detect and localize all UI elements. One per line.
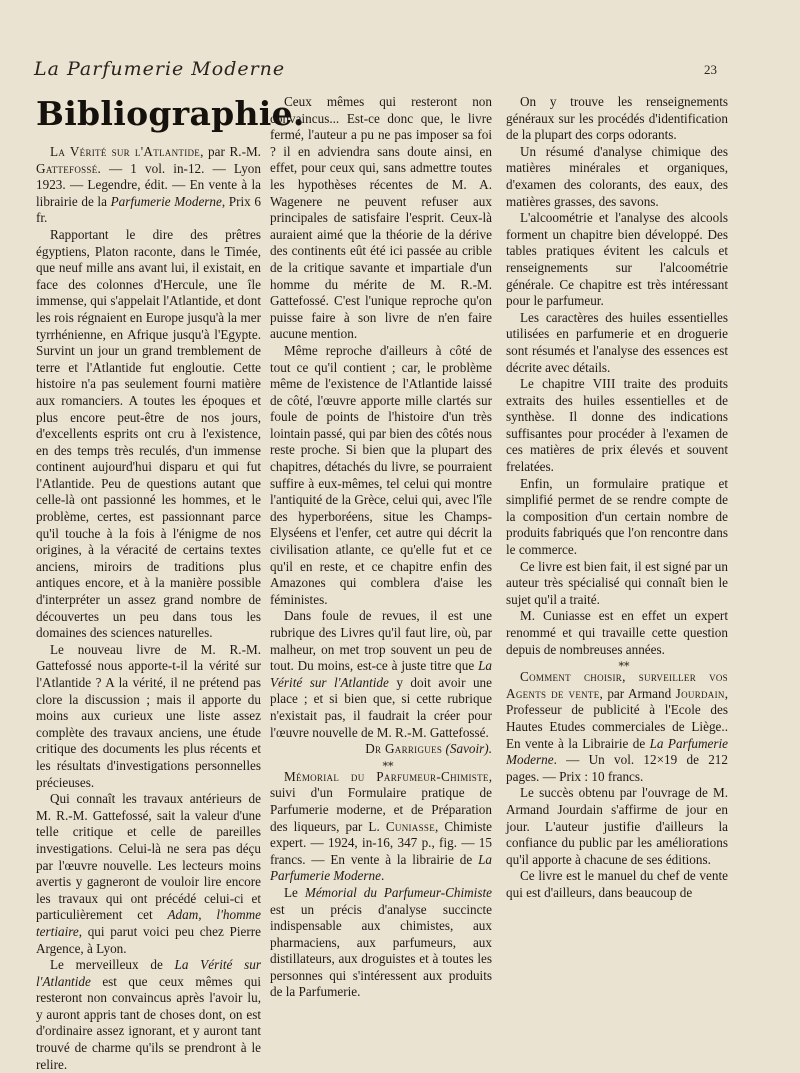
- review-3-book-title: Comment choisir, surveiller vos Agents de vente: [506, 669, 728, 701]
- signature-name: Dr Garrigues: [365, 741, 443, 757]
- column-1: [36, 94, 305, 1073]
- review-2-author: Cuniasse: [385, 818, 436, 834]
- review-1-details-c: , Prix 6 fr.: [36, 193, 261, 226]
- review-2-paragraph-5: Les caractères des huiles essentielles utilisées en parfumerie et en droguerie sont résumés et l'analyse des essences est décrite avec détails.: [506, 309, 728, 375]
- separator-stars-1: ⁎⁎: [382, 756, 394, 769]
- review-1-paragraph-1: Rapportant le dire des prêtres égyptiens, Platon raconte, dans le Timée, que neuf mille ans avant lui, il existait, en face des colonnes d'Hercule, une île immense, qui s'appelait l'Atlantide, et dont les rois régnaient en Europe jusqu'à la mer tyrrhénienne, en Afrique jusqu'à l'Egypte. Survint un jour un grand tremblement de terre et l'Atlantide fut engloutie. Cette histoire n'a pas seulement fourni matière aux romanciers. A toutes les époques et plus encore peut-être de nos jours, d'excellents esprits ont cru à l'existence, en des temps très reculés, d'un immense continent aujourd'hui disparu et qui fut l'Atlantide. Peu de questions autant que celle-là ont passionné les hommes, et le problème, certes, est passionnant parce qu'il touche à la fois à l'énigme de nos origines, à la véracité de certains textes anciens, miroirs de traditions plus antiques encore, et à la manière possible d'interpréter un assez grand nombre de découvertes un peu dans tous les domaines des sciences naturelles.: [36, 226, 261, 641]
- review-2-details-c: .: [380, 868, 385, 884]
- review-1-p4-text-a: Le merveilleux de: [50, 957, 175, 973]
- review-2-paragraph-3: Un résumé d'analyse chimique des matières minérales et organiques, d'examen des colorants, des eaux, des matières grasses, des savons.: [506, 143, 728, 209]
- review-3-paragraph-2: Ce livre est le manuel du chef de vente qui est d'ailleurs, dans beaucoup de: [506, 868, 728, 900]
- review-1-p7-text-b: y doit avoir une place ; et si bien que, si cette rubrique n'existait pas, il faudrait la créer pour l'œuvre nouvelle de M. R.-M. Gattefossé.: [270, 674, 492, 740]
- review-1-entry: [36, 144, 261, 227]
- review-1-book-title: La Vérité sur l'Atlantide: [50, 144, 201, 159]
- review-3-paragraph-1: Le succès obtenu par l'ouvrage de M. Armand Jourdain s'affirme de jour en jour. L'auteur justifie d'ailleurs la confiance du public par les améliorations qu'il apporte à chacune de ses éditions.: [506, 785, 728, 867]
- page-number: 23: [704, 62, 717, 77]
- review-1-p7-book: La Vérité sur l'Atlantide: [270, 658, 492, 690]
- review-3-journal: La Parfumerie Moderne: [506, 735, 728, 768]
- review-2-journal: La Parfumerie Moderne: [270, 851, 492, 884]
- review-1-details-b: . — 1 vol. in-12. — Lyon 1923. — Legendre, édit. — En vente à la librairie de la: [36, 160, 261, 209]
- review-1-paragraph-7: [270, 608, 492, 741]
- review-2-p1-text-b: est un précis d'analyse succincte indispensable aux chimistes, aux pharmaciens, aux parfumeurs, aux distillateurs, aux droguistes et à toutes les personnes qui s'intéressent aux produits de la Parfumerie.: [270, 901, 492, 1000]
- column-2: [270, 94, 492, 1001]
- review-2-paragraph-9: M. Cuniasse est en effet un expert renommé et qui travaille cette question depuis de nombreuses années.: [506, 608, 728, 657]
- review-3-author: Jourdain: [675, 685, 725, 701]
- signature-source: (Savoir).: [445, 741, 492, 757]
- review-2-paragraph-7: Enfin, un formulaire pratique et simplifié permet de se rendre compte de la composition d'un certain nombre de produits fabriqués que l'on rencontre dans le commerce.: [506, 475, 728, 558]
- review-2-paragraph-6: Le chapitre VIII traite des produits extraits des huiles essentielles et de synthèse. Il donne des indications suffisantes pour procéder à l'examen de ces matières de prix élevés et souvent frelatées.: [506, 376, 728, 475]
- review-2-details-b: , Chimiste expert. — 1924, in-16, 347 p., fig. — 15 francs. — En vente à la librairie de: [270, 818, 492, 867]
- review-3-details-b: , Professeur de publicité à l'Ecole des Hautes Etudes commerciales de Liège.. En vente à la Librairie de: [506, 685, 728, 751]
- review-1-p4-book: La Vérité sur l'Atlantide: [36, 957, 261, 989]
- review-1-details-a: , par R.-M.: [200, 144, 261, 159]
- review-1-p3-book: Adam, l'homme tertiaire: [36, 907, 261, 939]
- review-2-paragraph-4: L'alcoométrie et l'analyse des alcools forment un chapitre bien développé. Des tables pratiques évitent les calculs et renseignements sur l'alcoométrie générale. Ce chapitre est très intéressant pour le parfumeur.: [506, 210, 728, 309]
- review-1-paragraph-2: Le nouveau livre de M. R.-M. Gattefossé nous apporte-t-il la vérité sur l'Atlantide ? A la vérité, il ne prétend pas clore la discussion ; mais il apporte du moins aux curieux une liste assez complète des travaux anciens, une étude critique des documents les plus récents et les résultats d'investigations personnelles précieuses.: [36, 641, 261, 790]
- review-2-p1-book: Mémorial du Parfumeur-Chimiste: [304, 884, 492, 900]
- review-2-details-a: , suivi d'un Formulaire pratique de Parfumerie moderne, et de Préparation des liqueurs, par L.: [270, 768, 492, 834]
- review-2-p1-text-a: Le: [284, 884, 305, 900]
- page-title: Bibliographie.: [36, 94, 305, 133]
- review-2-paragraph-2: On y trouve les renseignements généraux sur les procédés d'identification de la plupart des corps odorants.: [506, 94, 728, 143]
- masthead: La Parfumerie Moderne: [34, 58, 286, 80]
- review-1-p7-text-a: Dans foule de revues, il est une rubrique des Livres qu'il faut lire, où, par malheur, on met trop souvent un peu de tout. Du moins, est-ce à juste titre que: [270, 608, 492, 674]
- review-1-journal: Parfumerie Moderne: [110, 193, 222, 209]
- review-3-details-c: . — Un vol. 12×19 de 212 pages. — Prix : 10 francs.: [506, 752, 728, 784]
- review-1-p4-text-b: est que ceux mêmes qui resteront non convaincus après l'avoir lu, y auront appris tant de choses dont, on est d'ordinaire assez ignorant, et y auront tant trouvé de charme qu'ils se prendront à le relire.: [36, 973, 261, 1072]
- review-2-paragraph-8: Ce livre est bien fait, il est signé par un auteur très spécialisé qui connaît bien le sujet qu'il a traité.: [506, 558, 728, 607]
- review-1-paragraph-3: [36, 791, 261, 957]
- review-2-entry: [270, 769, 492, 885]
- review-1-paragraph-4: [36, 957, 261, 1073]
- review-2-paragraph-1: [270, 885, 492, 1001]
- separator-stars-2: ⁎⁎: [618, 657, 630, 670]
- column-3: [506, 94, 728, 902]
- review-1-paragraph-6: Même reproche d'ailleurs à côté de tout ce qu'il contient ; car, le problème même de l'existence de l'Atlantide laissé de côté, l'œuvre apporte mille clartés sur foule de points de l'histoire d'un très lointain passé, qui par bien des côtés nous reste proche. Si bien que la plupart des chapitres, détachés du livre, se pourraient suffire à eux-mêmes, tel celui qui montre l'antiquité de la Grèce, celui qui, avec l'île des hyperboréens, situe les Champs-Elyséens et l'enfer, cet autre qui décrit la civilisation atlante, ce qu'elle fut et ce qu'il en reste, et ce chapitre enfin des Amazones qui comblera d'aise les féministes.: [270, 342, 492, 607]
- review-1-paragraph-5: Ceux mêmes qui resteront non convaincus... Est-ce donc que, le livre fermé, l'auteur a pu ne pas imposer sa foi ? il en adviendra sans doute ainsi, en effet, pour ceux qui, sans admettre toutes les hypothèses récentes de M. A. Wagenere ne peuvent refuser aux principales de satisfaire l'esprit. Ceux-là auraient aimé que la théorie de la dérive des continents eût été ici passée au crible de la critique savante et impartiale d'un homme du mérite de M. R.-M. Gattefossé. C'est l'unique reproche qu'on puisse faire à son livre de n'en faire aucune mention.: [270, 94, 492, 342]
- review-3-details-a: , par Armand: [599, 685, 676, 701]
- review-2-book-title: Mémorial du Parfumeur-Chimiste: [284, 768, 489, 784]
- review-3-entry: [506, 669, 728, 785]
- review-1-p3-text-a: Qui connaît les travaux antérieurs de M. R.-M. Gattefossé, sait la valeur d'une telle critique et celle de pareilles investigations. Celui-là ne sera pas déçu par l'œuvre nouvelle. Les lecteurs moins avertis y gagneront de vouloir lire encore les travaux qui ont précédé celui-ci et particulièrement cet: [36, 791, 261, 923]
- review-1-p3-text-b: , qui parut voici peu chez Pierre Argence, à Lyon.: [36, 923, 261, 956]
- review-1-signature: [270, 741, 492, 758]
- review-1-author: Gattefossé: [36, 160, 98, 176]
